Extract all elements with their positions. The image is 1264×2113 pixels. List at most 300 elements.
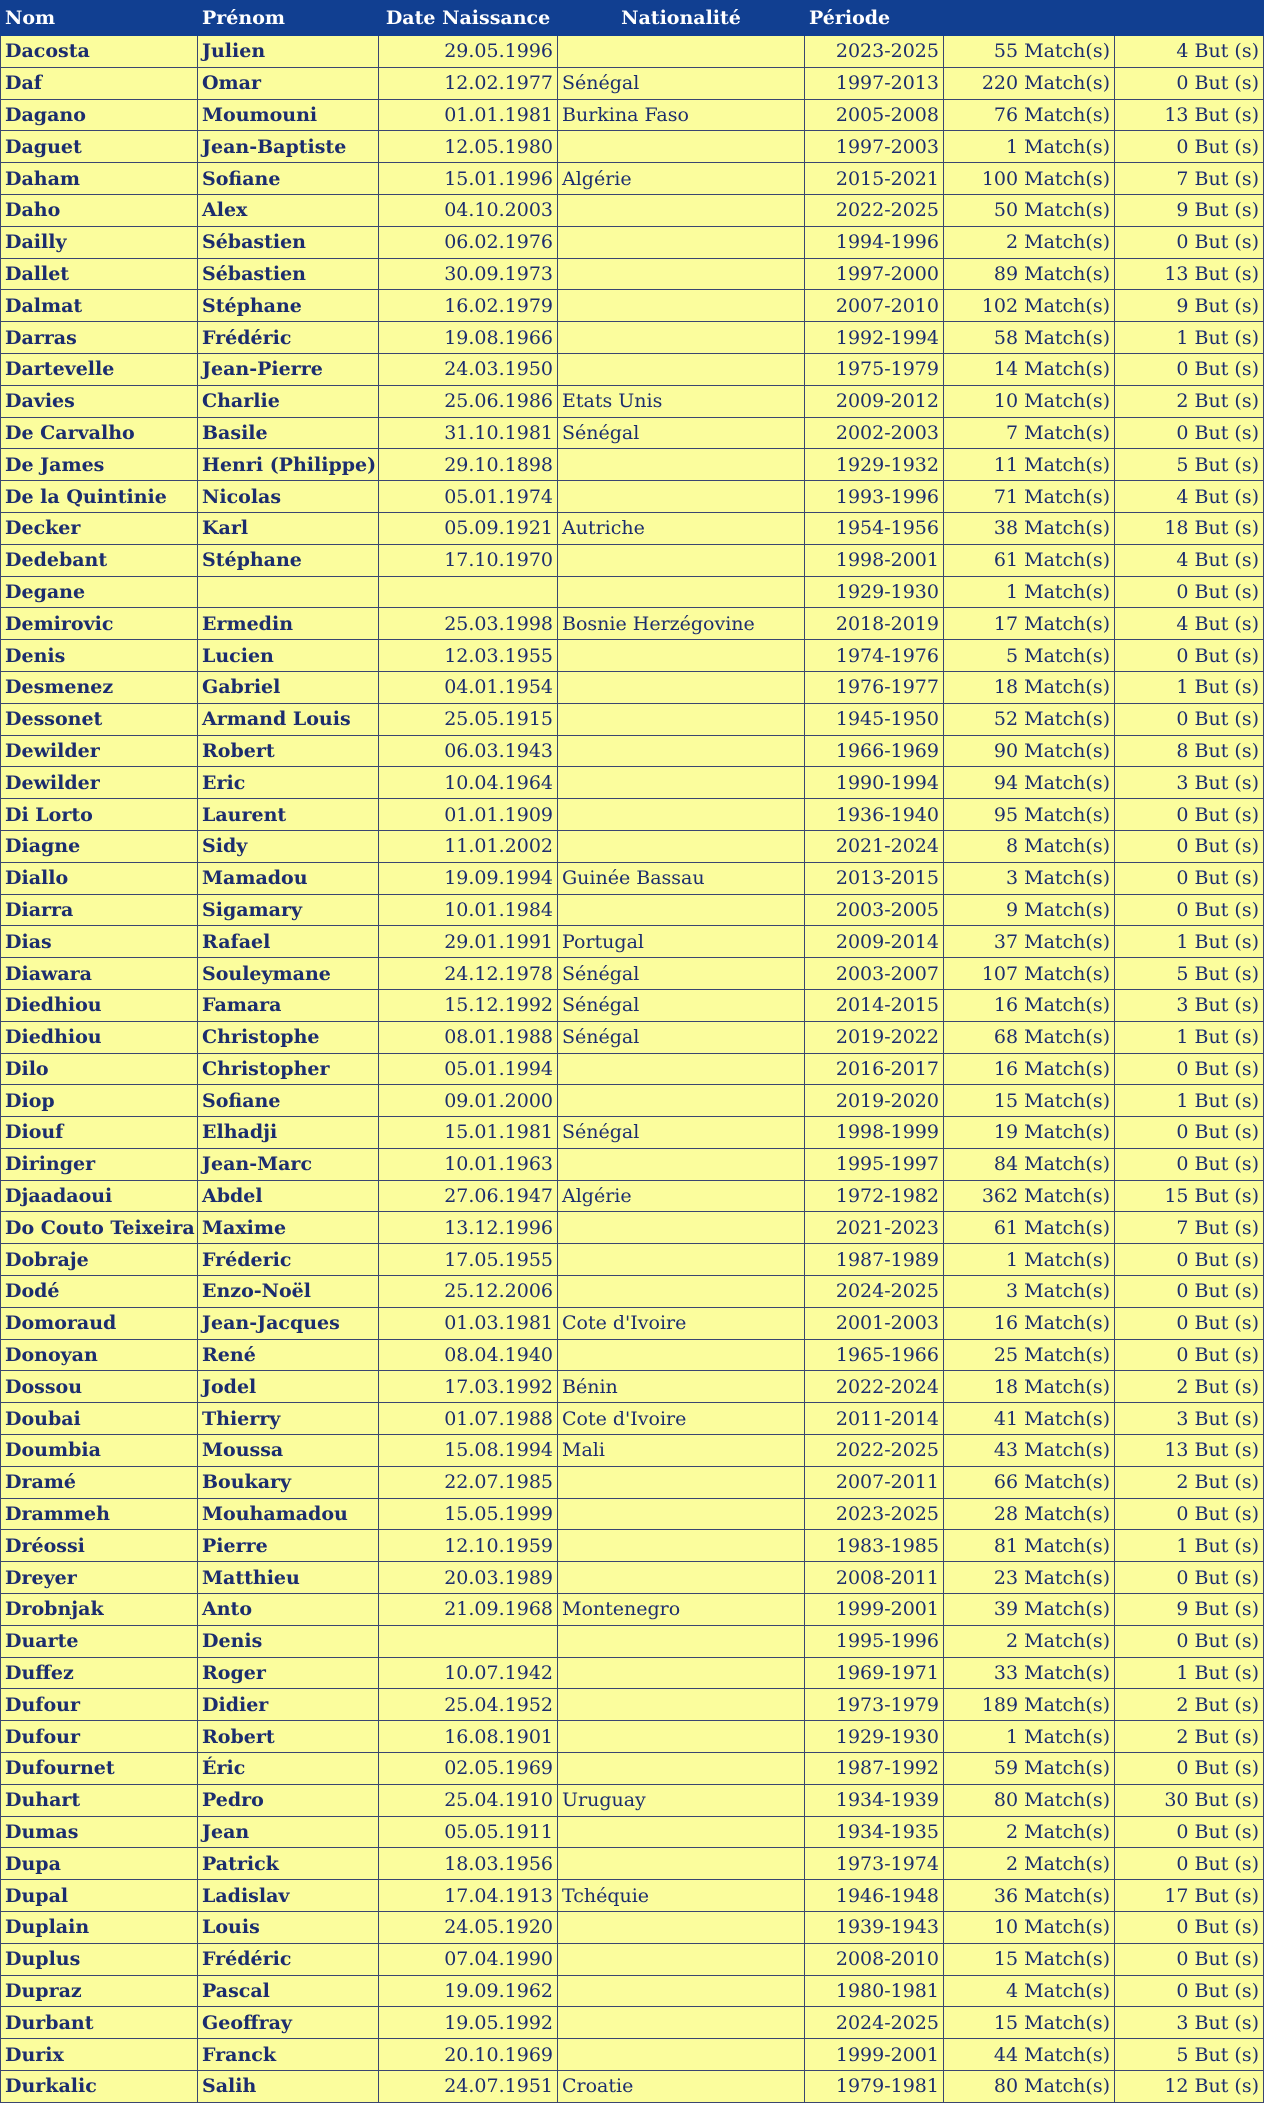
cell-nationalite — [558, 1244, 805, 1276]
cell-date-naissance: 15.01.1996 — [379, 163, 558, 195]
cell-matchs: 66 Match(s) — [944, 1466, 1115, 1498]
cell-prenom: Sébastien — [198, 258, 379, 290]
cell-nom: Diedhiou — [1, 1021, 198, 1053]
cell-matchs: 28 Match(s) — [944, 1498, 1115, 1530]
cell-periode: 1987-1989 — [805, 1244, 944, 1276]
cell-prenom: Eric — [198, 767, 379, 799]
cell-nom: Dodé — [1, 1276, 198, 1308]
cell-buts: 0 But (s) — [1115, 703, 1264, 735]
cell-date-naissance: 24.03.1950 — [379, 353, 558, 385]
cell-prenom: Julien — [198, 36, 379, 68]
cell-matchs: 7 Match(s) — [944, 417, 1115, 449]
cell-periode: 1954-1956 — [805, 512, 944, 544]
cell-nom: Drobnjak — [1, 1594, 198, 1626]
cell-buts: 0 But (s) — [1115, 1276, 1264, 1308]
cell-nationalite: Tchéquie — [558, 1880, 805, 1912]
cell-periode: 1976-1977 — [805, 671, 944, 703]
table-row — [1, 353, 1264, 385]
cell-buts: 0 But (s) — [1115, 417, 1264, 449]
cell-nationalite — [558, 1085, 805, 1117]
cell-matchs: 2 Match(s) — [944, 1848, 1115, 1880]
cell-nom: Duplain — [1, 1912, 198, 1944]
cell-matchs: 76 Match(s) — [944, 99, 1115, 131]
table-row — [1, 1403, 1264, 1435]
table-row — [1, 576, 1264, 608]
cell-periode: 2008-2010 — [805, 1943, 944, 1975]
cell-prenom: Rafael — [198, 926, 379, 958]
cell-date-naissance: 15.05.1999 — [379, 1498, 558, 1530]
cell-nationalite — [558, 226, 805, 258]
table-row — [1, 608, 1264, 640]
cell-nom: Daf — [1, 67, 198, 99]
cell-periode: 1972-1982 — [805, 1180, 944, 1212]
cell-nationalite — [558, 1689, 805, 1721]
cell-buts: 7 But (s) — [1115, 163, 1264, 195]
cell-periode: 1969-1971 — [805, 1657, 944, 1689]
table-row — [1, 703, 1264, 735]
table-row — [1, 1498, 1264, 1530]
cell-nom: Diop — [1, 1085, 198, 1117]
cell-date-naissance: 01.07.1988 — [379, 1403, 558, 1435]
cell-matchs: 61 Match(s) — [944, 544, 1115, 576]
cell-prenom: Stéphane — [198, 290, 379, 322]
cell-matchs: 3 Match(s) — [944, 862, 1115, 894]
cell-nationalite — [558, 194, 805, 226]
cell-periode: 1997-2003 — [805, 131, 944, 163]
cell-periode: 1946-1948 — [805, 1880, 944, 1912]
cell-prenom: Stéphane — [198, 544, 379, 576]
cell-date-naissance: 12.10.1959 — [379, 1530, 558, 1562]
cell-date-naissance: 17.03.1992 — [379, 1371, 558, 1403]
table-row — [1, 1148, 1264, 1180]
cell-buts: 1 But (s) — [1115, 1085, 1264, 1117]
cell-periode: 1990-1994 — [805, 767, 944, 799]
cell-date-naissance — [379, 576, 558, 608]
cell-periode: 1980-1981 — [805, 1975, 944, 2007]
table-row — [1, 767, 1264, 799]
cell-date-naissance: 12.05.1980 — [379, 131, 558, 163]
cell-nom: Dupal — [1, 1880, 198, 1912]
cell-periode: 2019-2022 — [805, 1021, 944, 1053]
cell-buts: 5 But (s) — [1115, 449, 1264, 481]
cell-periode: 2022-2025 — [805, 194, 944, 226]
table-row — [1, 989, 1264, 1021]
cell-prenom: Christopher — [198, 1053, 379, 1085]
cell-matchs: 52 Match(s) — [944, 703, 1115, 735]
cell-nationalite — [558, 258, 805, 290]
cell-buts: 1 But (s) — [1115, 1021, 1264, 1053]
cell-prenom: Moumouni — [198, 99, 379, 131]
cell-buts: 13 But (s) — [1115, 258, 1264, 290]
table-row — [1, 194, 1264, 226]
cell-periode: 2024-2025 — [805, 2007, 944, 2039]
cell-buts: 0 But (s) — [1115, 226, 1264, 258]
header-nom: Nom — [1, 1, 198, 36]
cell-nationalite — [558, 1753, 805, 1785]
table-row — [1, 385, 1264, 417]
cell-date-naissance: 01.01.1981 — [379, 99, 558, 131]
cell-nom: Dilo — [1, 1053, 198, 1085]
cell-nom: Donoyan — [1, 1339, 198, 1371]
cell-buts: 5 But (s) — [1115, 958, 1264, 990]
table-row — [1, 1212, 1264, 1244]
cell-date-naissance: 05.01.1994 — [379, 1053, 558, 1085]
table-row — [1, 958, 1264, 990]
cell-nom: Duarte — [1, 1625, 198, 1657]
cell-matchs: 102 Match(s) — [944, 290, 1115, 322]
cell-date-naissance: 05.05.1911 — [379, 1816, 558, 1848]
cell-periode: 2011-2014 — [805, 1403, 944, 1435]
cell-prenom: Moussa — [198, 1435, 379, 1467]
cell-periode: 2014-2015 — [805, 989, 944, 1021]
table-row — [1, 1753, 1264, 1785]
cell-nom: Doumbia — [1, 1435, 198, 1467]
cell-buts: 0 But (s) — [1115, 830, 1264, 862]
cell-date-naissance: 29.10.1898 — [379, 449, 558, 481]
cell-matchs: 33 Match(s) — [944, 1657, 1115, 1689]
cell-periode: 2009-2012 — [805, 385, 944, 417]
cell-date-naissance: 25.04.1952 — [379, 1689, 558, 1721]
cell-nom: Diallo — [1, 862, 198, 894]
cell-buts: 0 But (s) — [1115, 131, 1264, 163]
cell-nom: Doubai — [1, 1403, 198, 1435]
cell-nationalite: Cote d'Ivoire — [558, 1403, 805, 1435]
cell-buts: 30 But (s) — [1115, 1784, 1264, 1816]
cell-nom: Dias — [1, 926, 198, 958]
cell-nationalite — [558, 131, 805, 163]
cell-date-naissance: 25.06.1986 — [379, 385, 558, 417]
cell-matchs: 2 Match(s) — [944, 226, 1115, 258]
cell-nationalite — [558, 1625, 805, 1657]
cell-date-naissance: 18.03.1956 — [379, 1848, 558, 1880]
cell-buts: 13 But (s) — [1115, 1435, 1264, 1467]
cell-prenom: Franck — [198, 2039, 379, 2071]
cell-nom: Diouf — [1, 1117, 198, 1149]
table-row — [1, 1848, 1264, 1880]
cell-periode: 1994-1996 — [805, 226, 944, 258]
cell-nationalite — [558, 1276, 805, 1308]
cell-periode: 1975-1979 — [805, 353, 944, 385]
cell-prenom: Maxime — [198, 1212, 379, 1244]
cell-periode: 1945-1950 — [805, 703, 944, 735]
cell-date-naissance: 24.05.1920 — [379, 1912, 558, 1944]
cell-nom: Dufournet — [1, 1753, 198, 1785]
cell-matchs: 59 Match(s) — [944, 1753, 1115, 1785]
cell-buts: 0 But (s) — [1115, 799, 1264, 831]
cell-nom: Do Couto Teixeira — [1, 1212, 198, 1244]
cell-nom: Diarra — [1, 894, 198, 926]
cell-matchs: 16 Match(s) — [944, 1053, 1115, 1085]
cell-periode: 1974-1976 — [805, 640, 944, 672]
cell-nom: Daham — [1, 163, 198, 195]
cell-periode: 1999-2001 — [805, 1594, 944, 1626]
cell-nationalite: Montenegro — [558, 1594, 805, 1626]
table-row — [1, 1021, 1264, 1053]
cell-nom: Durkalic — [1, 2071, 198, 2103]
cell-matchs: 15 Match(s) — [944, 2007, 1115, 2039]
cell-periode: 2001-2003 — [805, 1307, 944, 1339]
cell-nationalite — [558, 830, 805, 862]
cell-periode: 2009-2014 — [805, 926, 944, 958]
cell-periode: 2021-2024 — [805, 830, 944, 862]
cell-periode: 1997-2013 — [805, 67, 944, 99]
cell-prenom: Éric — [198, 1753, 379, 1785]
cell-matchs: 100 Match(s) — [944, 163, 1115, 195]
cell-prenom: Charlie — [198, 385, 379, 417]
table-row — [1, 1530, 1264, 1562]
cell-matchs: 39 Match(s) — [944, 1594, 1115, 1626]
cell-buts: 1 But (s) — [1115, 926, 1264, 958]
cell-nom: Dalmat — [1, 290, 198, 322]
cell-nom: Diawara — [1, 958, 198, 990]
cell-prenom: Frédéric — [198, 1943, 379, 1975]
cell-date-naissance: 10.07.1942 — [379, 1657, 558, 1689]
cell-matchs: 43 Match(s) — [944, 1435, 1115, 1467]
cell-nom: Dufour — [1, 1721, 198, 1753]
table-row — [1, 1816, 1264, 1848]
cell-prenom: Denis — [198, 1625, 379, 1657]
cell-matchs: 5 Match(s) — [944, 640, 1115, 672]
cell-nationalite: Croatie — [558, 2071, 805, 2103]
cell-prenom: Roger — [198, 1657, 379, 1689]
cell-matchs: 61 Match(s) — [944, 1212, 1115, 1244]
table-row — [1, 1625, 1264, 1657]
cell-buts: 0 But (s) — [1115, 1498, 1264, 1530]
cell-nationalite — [558, 353, 805, 385]
cell-buts: 1 But (s) — [1115, 1530, 1264, 1562]
cell-matchs: 37 Match(s) — [944, 926, 1115, 958]
cell-nom: Dagano — [1, 99, 198, 131]
cell-periode: 2016-2017 — [805, 1053, 944, 1085]
cell-nationalite — [558, 576, 805, 608]
cell-date-naissance: 13.12.1996 — [379, 1212, 558, 1244]
cell-matchs: 16 Match(s) — [944, 989, 1115, 1021]
cell-prenom: Ladislav — [198, 1880, 379, 1912]
cell-matchs: 95 Match(s) — [944, 799, 1115, 831]
cell-prenom: Boukary — [198, 1466, 379, 1498]
table-header — [1, 1, 1264, 36]
cell-periode: 1995-1996 — [805, 1625, 944, 1657]
cell-matchs: 19 Match(s) — [944, 1117, 1115, 1149]
cell-buts: 17 But (s) — [1115, 1880, 1264, 1912]
cell-buts: 2 But (s) — [1115, 1466, 1264, 1498]
cell-date-naissance: 08.04.1940 — [379, 1339, 558, 1371]
cell-prenom: Louis — [198, 1912, 379, 1944]
cell-nom: Dacosta — [1, 36, 198, 68]
cell-periode: 2007-2010 — [805, 290, 944, 322]
cell-buts: 1 But (s) — [1115, 1657, 1264, 1689]
table-row — [1, 671, 1264, 703]
cell-periode: 2015-2021 — [805, 163, 944, 195]
cell-prenom: Abdel — [198, 1180, 379, 1212]
cell-prenom: Gabriel — [198, 671, 379, 703]
cell-periode: 2023-2025 — [805, 36, 944, 68]
cell-nom: Diagne — [1, 830, 198, 862]
cell-buts: 4 But (s) — [1115, 544, 1264, 576]
cell-buts: 0 But (s) — [1115, 1148, 1264, 1180]
table-row — [1, 830, 1264, 862]
cell-nom: Dartevelle — [1, 353, 198, 385]
cell-date-naissance: 25.04.1910 — [379, 1784, 558, 1816]
cell-date-naissance: 10.01.1963 — [379, 1148, 558, 1180]
cell-buts: 15 But (s) — [1115, 1180, 1264, 1212]
cell-prenom: Pascal — [198, 1975, 379, 2007]
cell-buts: 2 But (s) — [1115, 385, 1264, 417]
cell-nationalite: Sénégal — [558, 417, 805, 449]
cell-matchs: 44 Match(s) — [944, 2039, 1115, 2071]
cell-nationalite: Sénégal — [558, 989, 805, 1021]
cell-prenom: Lucien — [198, 640, 379, 672]
cell-nationalite — [558, 290, 805, 322]
cell-buts: 4 But (s) — [1115, 36, 1264, 68]
cell-periode: 1929-1932 — [805, 449, 944, 481]
cell-date-naissance: 11.01.2002 — [379, 830, 558, 862]
cell-nationalite: Autriche — [558, 512, 805, 544]
table-row — [1, 99, 1264, 131]
cell-nom: Darras — [1, 322, 198, 354]
cell-prenom: Souleymane — [198, 958, 379, 990]
cell-nom: Daguet — [1, 131, 198, 163]
cell-matchs: 71 Match(s) — [944, 481, 1115, 513]
cell-date-naissance: 01.03.1981 — [379, 1307, 558, 1339]
cell-date-naissance: 10.01.1984 — [379, 894, 558, 926]
cell-matchs: 25 Match(s) — [944, 1339, 1115, 1371]
cell-nationalite — [558, 1212, 805, 1244]
cell-prenom: Matthieu — [198, 1562, 379, 1594]
cell-date-naissance: 17.05.1955 — [379, 1244, 558, 1276]
cell-periode: 1987-1992 — [805, 1753, 944, 1785]
cell-nom: Diedhiou — [1, 989, 198, 1021]
cell-nom: Domoraud — [1, 1307, 198, 1339]
cell-periode: 2019-2020 — [805, 1085, 944, 1117]
cell-nom: De Carvalho — [1, 417, 198, 449]
table-row — [1, 735, 1264, 767]
cell-prenom: Thierry — [198, 1403, 379, 1435]
cell-periode: 1998-1999 — [805, 1117, 944, 1149]
table-row — [1, 258, 1264, 290]
cell-buts: 9 But (s) — [1115, 290, 1264, 322]
cell-nom: Dréossi — [1, 1530, 198, 1562]
cell-date-naissance: 25.05.1915 — [379, 703, 558, 735]
cell-buts: 0 But (s) — [1115, 67, 1264, 99]
cell-nationalite — [558, 1721, 805, 1753]
cell-nom: Dumas — [1, 1816, 198, 1848]
cell-matchs: 16 Match(s) — [944, 1307, 1115, 1339]
cell-date-naissance: 21.09.1968 — [379, 1594, 558, 1626]
cell-buts: 4 But (s) — [1115, 608, 1264, 640]
cell-nationalite — [558, 703, 805, 735]
cell-matchs: 2 Match(s) — [944, 1625, 1115, 1657]
cell-date-naissance: 20.10.1969 — [379, 2039, 558, 2071]
cell-buts: 0 But (s) — [1115, 1562, 1264, 1594]
cell-nationalite: Algérie — [558, 1180, 805, 1212]
cell-date-naissance: 15.01.1981 — [379, 1117, 558, 1149]
cell-buts: 9 But (s) — [1115, 1594, 1264, 1626]
cell-date-naissance: 07.04.1990 — [379, 1943, 558, 1975]
cell-buts: 0 But (s) — [1115, 640, 1264, 672]
cell-nationalite: Cote d'Ivoire — [558, 1307, 805, 1339]
cell-periode: 2024-2025 — [805, 1276, 944, 1308]
cell-prenom: Laurent — [198, 799, 379, 831]
cell-prenom: Jean-Pierre — [198, 353, 379, 385]
cell-prenom: Sébastien — [198, 226, 379, 258]
cell-periode: 1929-1930 — [805, 576, 944, 608]
cell-date-naissance: 20.03.1989 — [379, 1562, 558, 1594]
cell-prenom: Pierre — [198, 1530, 379, 1562]
cell-periode: 1993-1996 — [805, 481, 944, 513]
cell-prenom — [198, 576, 379, 608]
cell-buts: 2 But (s) — [1115, 1721, 1264, 1753]
cell-nom: Di Lorto — [1, 799, 198, 831]
cell-prenom: Geoffray — [198, 2007, 379, 2039]
cell-prenom: Jean-Jacques — [198, 1307, 379, 1339]
cell-nom: Decker — [1, 512, 198, 544]
cell-buts: 1 But (s) — [1115, 671, 1264, 703]
header-periode: Période — [805, 1, 944, 36]
table-row — [1, 163, 1264, 195]
cell-buts: 0 But (s) — [1115, 1117, 1264, 1149]
cell-buts: 0 But (s) — [1115, 1625, 1264, 1657]
cell-prenom: Henri (Philippe) — [198, 449, 379, 481]
table-row — [1, 417, 1264, 449]
cell-date-naissance: 08.01.1988 — [379, 1021, 558, 1053]
table-row — [1, 1339, 1264, 1371]
table-row — [1, 799, 1264, 831]
cell-prenom: Ermedin — [198, 608, 379, 640]
cell-periode: 1973-1979 — [805, 1689, 944, 1721]
cell-nationalite: Uruguay — [558, 1784, 805, 1816]
cell-date-naissance: 25.03.1998 — [379, 608, 558, 640]
cell-prenom: Omar — [198, 67, 379, 99]
table-row — [1, 640, 1264, 672]
cell-matchs: 17 Match(s) — [944, 608, 1115, 640]
cell-date-naissance: 24.12.1978 — [379, 958, 558, 990]
table-row — [1, 449, 1264, 481]
cell-nom: Demirovic — [1, 608, 198, 640]
table-row — [1, 2071, 1264, 2103]
table-row — [1, 512, 1264, 544]
cell-nom: Dufour — [1, 1689, 198, 1721]
cell-matchs: 89 Match(s) — [944, 258, 1115, 290]
cell-prenom: Jodel — [198, 1371, 379, 1403]
cell-periode: 1992-1994 — [805, 322, 944, 354]
cell-date-naissance: 06.03.1943 — [379, 735, 558, 767]
cell-matchs: 220 Match(s) — [944, 67, 1115, 99]
cell-nom: Daho — [1, 194, 198, 226]
cell-nationalite — [558, 449, 805, 481]
cell-matchs: 14 Match(s) — [944, 353, 1115, 385]
cell-date-naissance: 15.08.1994 — [379, 1435, 558, 1467]
cell-prenom: Salih — [198, 2071, 379, 2103]
cell-matchs: 15 Match(s) — [944, 1085, 1115, 1117]
cell-buts: 8 But (s) — [1115, 735, 1264, 767]
cell-nationalite — [558, 894, 805, 926]
cell-nom: Duhart — [1, 1784, 198, 1816]
cell-date-naissance: 19.09.1994 — [379, 862, 558, 894]
cell-date-naissance: 04.01.1954 — [379, 671, 558, 703]
cell-periode: 2022-2025 — [805, 1435, 944, 1467]
table-row — [1, 131, 1264, 163]
cell-nom: Duplus — [1, 1943, 198, 1975]
cell-nationalite: Etats Unis — [558, 385, 805, 417]
cell-nom: Dossou — [1, 1371, 198, 1403]
table-row — [1, 1371, 1264, 1403]
table-row — [1, 1466, 1264, 1498]
table-row — [1, 544, 1264, 576]
cell-matchs: 4 Match(s) — [944, 1975, 1115, 2007]
cell-nationalite — [558, 735, 805, 767]
cell-periode: 1998-2001 — [805, 544, 944, 576]
